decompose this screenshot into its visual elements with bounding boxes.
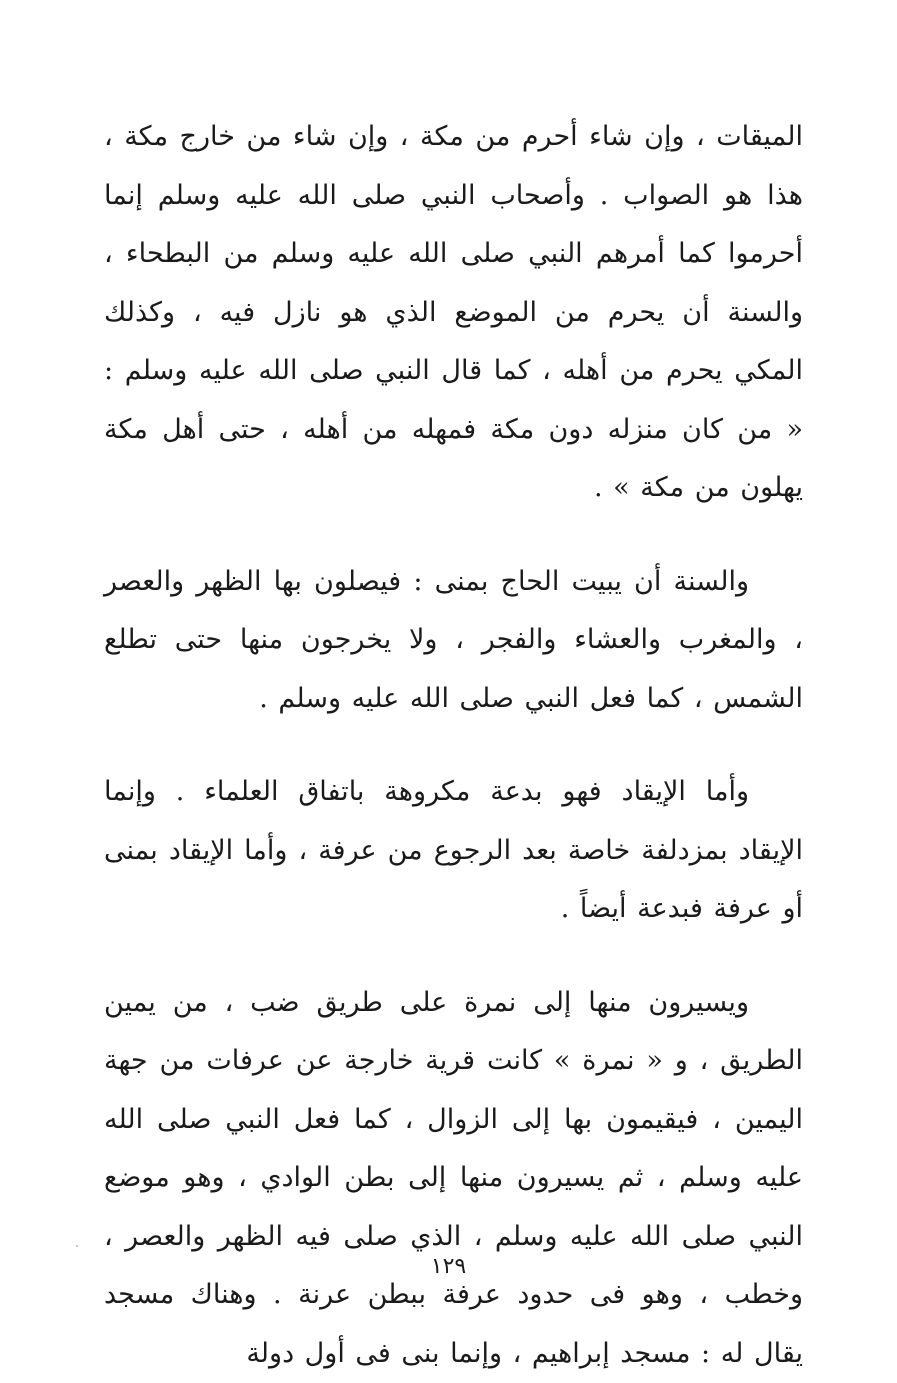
scan-speck (76, 1245, 78, 1247)
main-text (104, 108, 803, 1383)
paragraph-4: ويسيرون منها إلى نمرة على طريق ضب ، من يمين الطريق ، و « نمرة » كانت قرية خارجة عن عرفات من جهة اليمين ، فيقيمون بها إلى الزوال ، كما فعل النبي صلى الله عليه وسلم ، ثم يسيرون منها إلى بطن الوادي ، وهو موضع النبي صلى الله عليه وسلم ، الذي صلى فيه الظهر والعصر ، وخطب ، وهو فى حدود عرفة ببطن عرنة . وهناك مسجد يقال له : مسجد إبراهيم ، وإنما بنى فى أول دولة (104, 974, 803, 1383)
paragraph-2: والسنة أن يبيت الحاج بمنى : فيصلون بها الظهر والعصر ، والمغرب والعشاء والفجر ، ولا يخرجون منها حتى تطلع الشمس ، كما فعل النبي صلى الله عليه وسلم . (104, 553, 803, 729)
paragraph-1: الميقات ، وإن شاء أحرم من مكة ، وإن شاء من خارج مكة ، هذا هو الصواب . وأصحاب النبي صلى الله عليه وسلم إنما أحرموا كما أمرهم النبي صلى الله عليه وسلم من البطحاء ، والسنة أن يحرم من الموضع الذي هو نازل فيه ، وكذلك المكي يحرم من أهله ، كما قال النبي صلى الله عليه وسلم : « من كان منزله دون مكة فمهله من أهله ، حتى أهل مكة يهلون من مكة » . (104, 108, 803, 518)
page-number: ١٢٩ (0, 1254, 897, 1279)
paragraph-3: وأما الإيقاد فهو بدعة مكروهة باتفاق العلماء . وإنما الإيقاد بمزدلفة خاصة بعد الرجوع من عرفة ، وأما الإيقاد بمنى أو عرفة فبدعة أيضاً . (104, 763, 803, 939)
